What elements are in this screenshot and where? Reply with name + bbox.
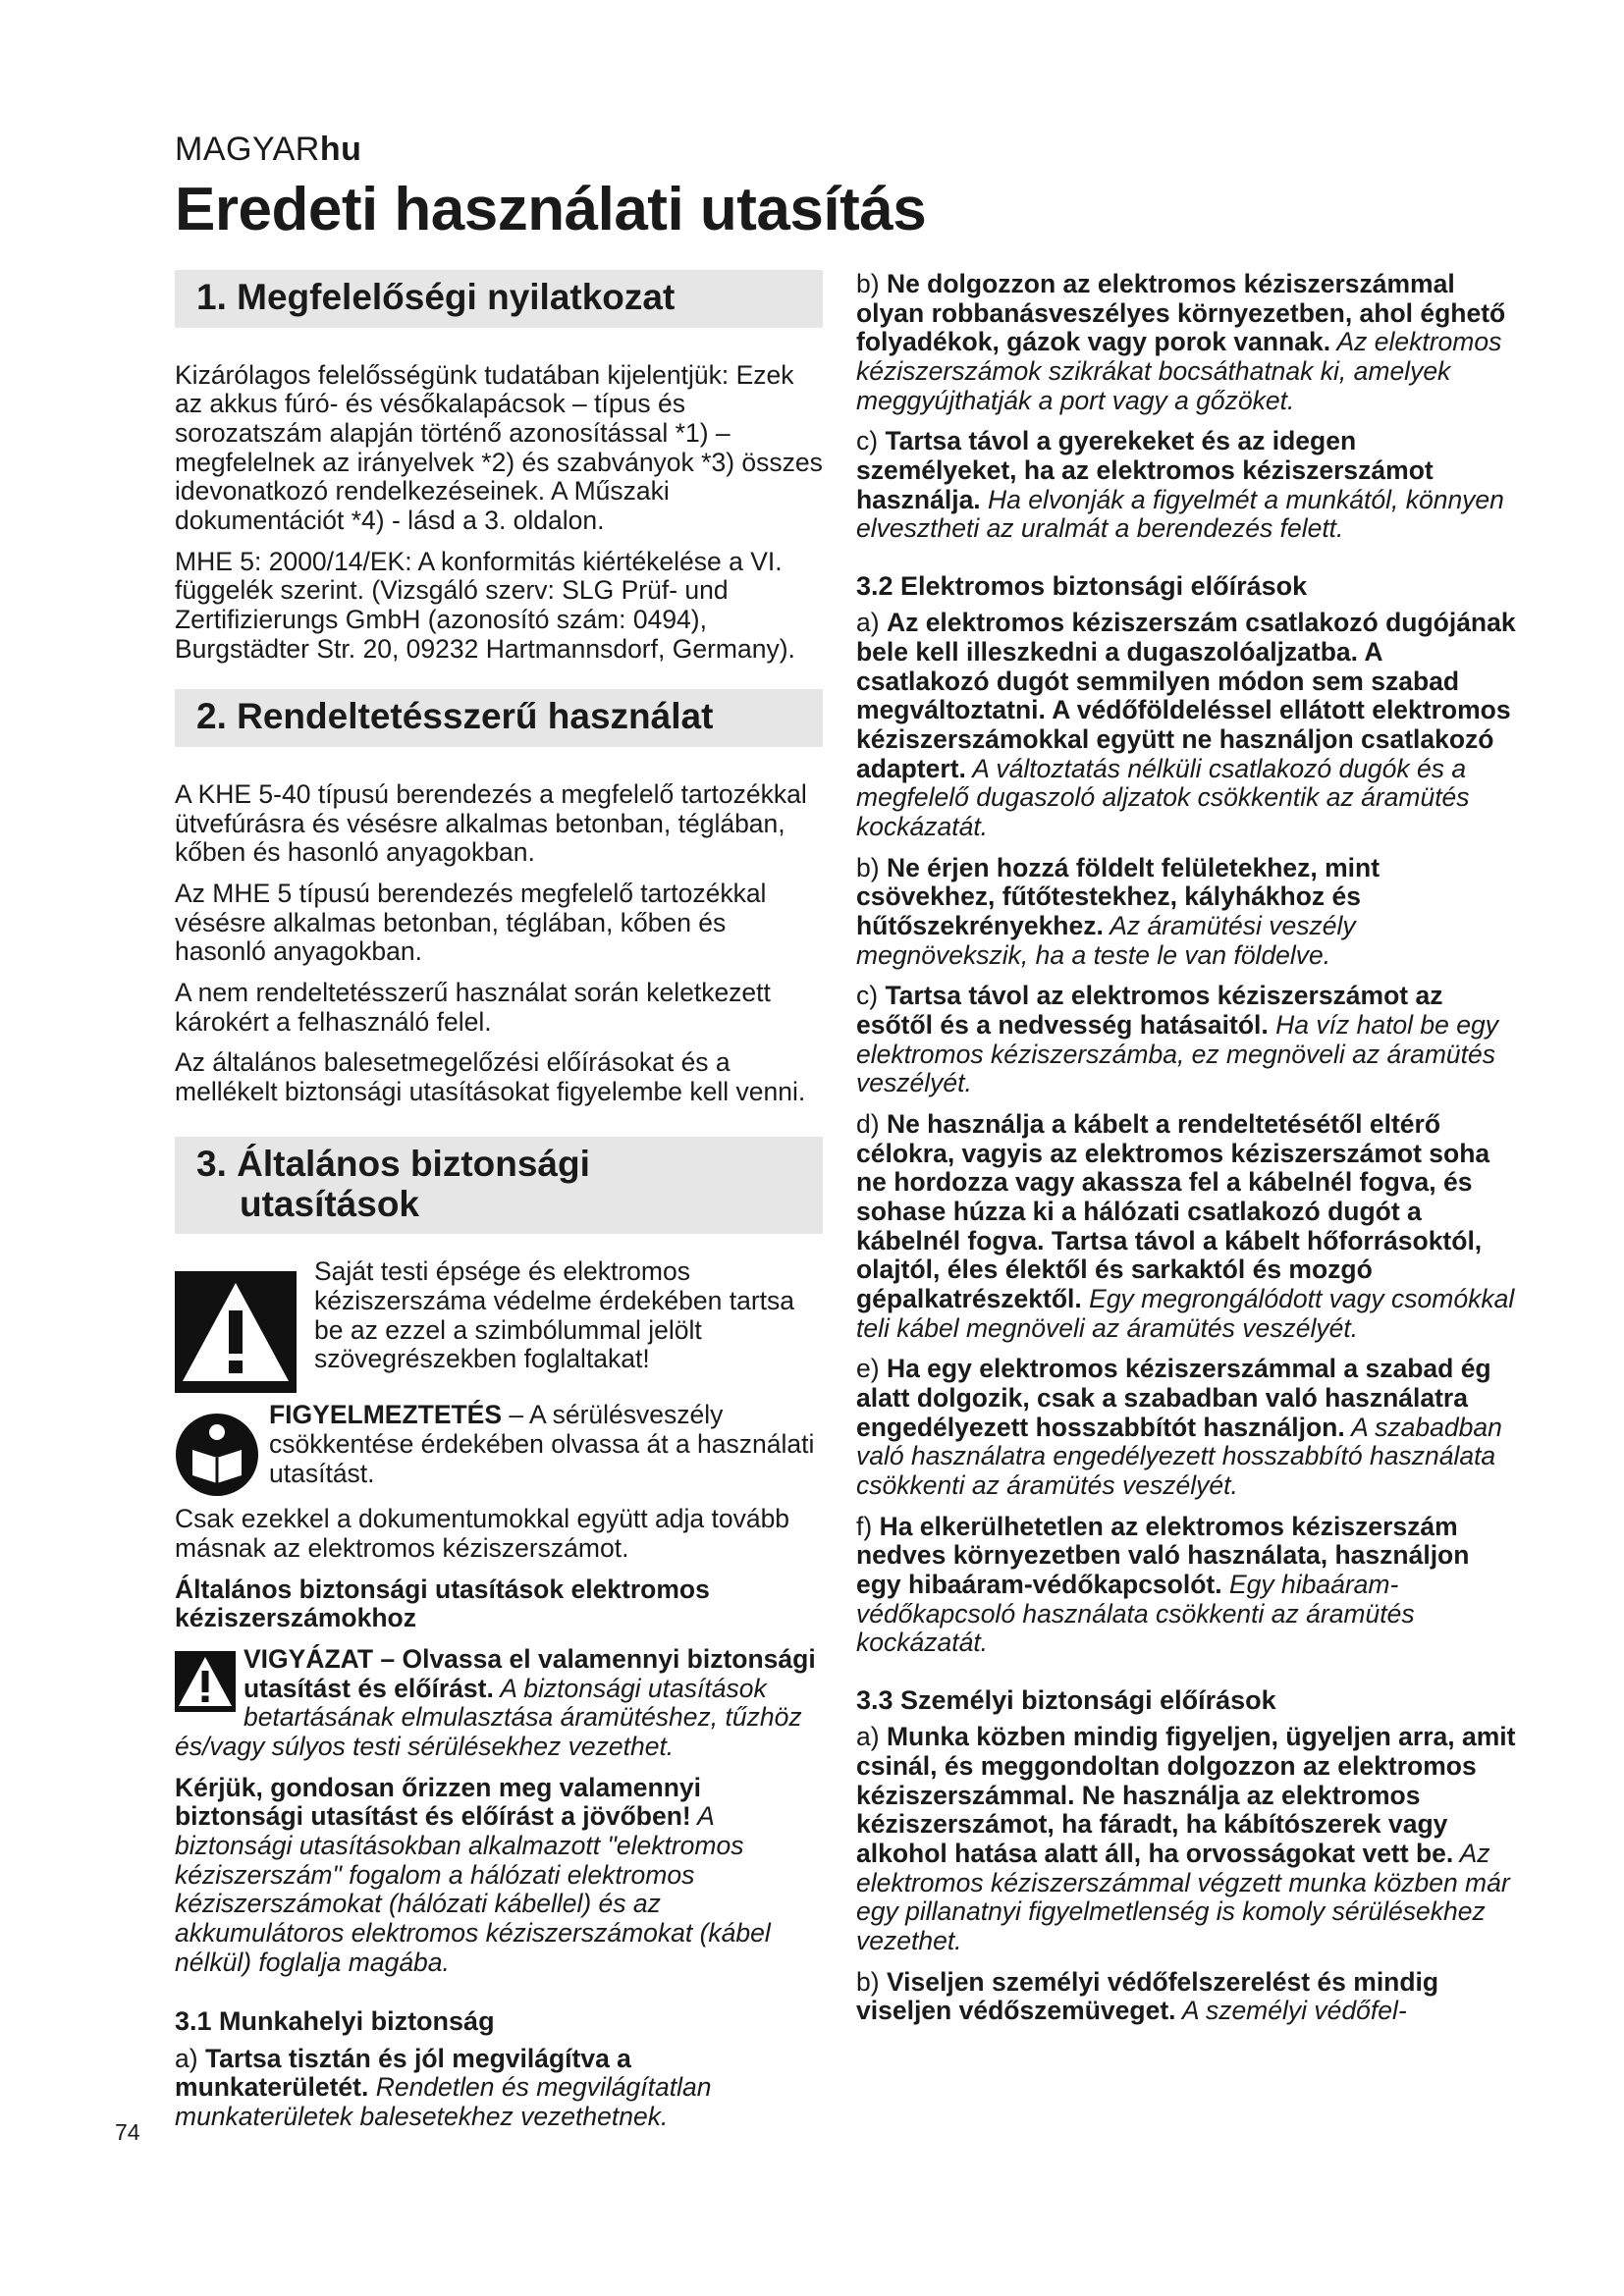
item-prefix: f) [856,1511,880,1541]
electrical-item-b [856,854,1519,971]
item-italic: A szabadban való használatra engedélyezett hosszabbító használata csökkenti az áramütés veszélyét. [856,1412,1502,1501]
use-paragraph-3: A nem rendeltetésszerű használat során keletkezett károkért a felhasználó felel. [175,978,771,1037]
read-manual-block [175,1401,823,1497]
item-italic: Egy hibaáram-védőkapcsoló használata csökkenti az áramütés kockázatát. [856,1570,1415,1658]
item-italic: Rendetlen és megvilágítatlan munkaterületek balesetekhez vezethetnek. [175,2072,712,2131]
item-prefix: b) [856,852,887,882]
item-italic: Ha víz hatol be egy elektromos kéziszerszámba, ez megnöveli az áramütés veszélyét. [856,1010,1498,1098]
document-title: Eredeti használati utasítás [175,176,927,243]
item-bold: Tartsa tisztán és jól megvilágítva a munkaterületét. [175,2043,631,2103]
item-prefix: b) [856,269,887,298]
item-bold: Az elektromos kéziszerszám csatlakozó dugójának bele kell illeszkedni a dugaszolóaljzatba. A csatlakozó dugót semmilyen módon sem szabad megváltoztatni. A védőföldeléssel ellátott elektromos kéziszerszámokkal együtt ne használjon csatlakozó adaptert. [856,608,1516,783]
item-italic: Az elektromos kéziszerszámok szikrákat bocsáthatnak ki, amelyek meggyújthatják a port vagy a gőzöket. [856,327,1502,415]
caution-triangle-icon [175,1651,236,1712]
section-3-1-heading: 3.1 Munkahelyi biztonság [175,2006,495,2037]
item-bold: Ne dolgozzon az elektromos kéziszerszámmal olyan robbanásveszélyes környezetben, ahol éghető folyadékok, gázok vagy porok vannak. [856,269,1506,357]
caution-block [175,1645,823,1762]
item-bold: Tartsa távol a gyerekeket és az idegen személyeket, ha az elektromos kéziszerszámot használja. [856,426,1434,514]
section-3-title-line1: 3. Általános biztonsági [196,1143,590,1184]
caution-bold: VIGYÁZAT – Olvassa el valamennyi biztonsági utasítást és előírást. [244,1643,816,1703]
item-bold: Tartsa távol az elektromos kéziszerszámot az esőtől és a nedvesség hatásaitól. [856,981,1443,1041]
keep-italic: A biztonsági utasításokban alkalmazott "elektromos kéziszerszám" fogalom a hálózati elektromos kéziszerszámokat (hálózati kábellel) és az akkumulátoros elektromos kéziszerszámokat (kábel nélkül) foglalja magába. [175,1801,771,1977]
keep-bold: Kérjük, gondosan őrizzen meg valamennyi biztonsági utasítást és előírást a jövőben! [175,1772,702,1832]
electrical-item-e [856,1355,1519,1500]
read-manual-icon [175,1413,259,1497]
caution-italic: A biztonsági utasítások betartásának elmulasztása áramütéshez, tűzhöz és/vagy súlyos testi sérülésekhez vezethet. [175,1673,802,1761]
mhe5-paragraph: MHE 5: 2000/14/EK: A konformitás kiértékelése a VI. függelék szerint. (Vizsgáló szerv: SLG Prüf- und Zertifizierungs GmbH (azonosító szám: 0494), Burgstädter Str. 20, 09232 Hartmannsdorf, Germany). [175,546,795,664]
language-code: hu [319,131,362,168]
item-prefix: c) [856,426,886,456]
item-bold: Ne használja a kábelt a rendeltetésétől eltérő célokra, vagyis az elektromos kéziszerszámot soha ne hordozza vagy akassza fel a kábelnél fogva, és sohase húzza ki a hálózati csatlakozó dugót a kábelnél fogva. Tartsa távol a kábelt hőforrásoktól, olajtól, éles élektől és sarkaktól és mozgó gépalkatrészektől. [856,1109,1490,1314]
warning-block [175,1257,823,1393]
item-bold: Munka közben mindig figyeljen, ügyeljen arra, amit csinál, és meggondoltan dolgozzon az elektromos kéziszerszámmal. Ne használja az elektromos kéziszerszámot, ha fáradt, ha kábítószerek vagy alkohol hatása alatt áll, ha orvosságokat vett be. [856,1722,1516,1869]
item-prefix: d) [856,1109,887,1140]
read-manual-rest: – A sérülésveszély csökkentése érdekében olvassa át a használati utasítást. [269,1400,815,1488]
workplace-item-a [175,2045,823,2132]
page-number: 74 [115,2119,140,2145]
item-bold: Viseljen személyi védőfelszerelést és mindig viseljen védőszemüveget. [856,1966,1439,2026]
section-3-2-heading: 3.2 Elektromos biztonsági előírások [856,571,1308,602]
conformity-paragraph: Kizárólagos felelősségünk tudatában kijelentjük: Ezek az akkus fúró- és vésőkalapácsok – típus és sorozatszám alapján történő azonosítással *1) – megfelelnek az irányelvek *2) és szabványok *3) összes idevonatkozó rendelkezéseinek. A Műszaki dokumentációt *4) - lásd a 3. oldalon. [175,359,823,536]
workplace-item-b [856,270,1519,415]
electrical-item-d [856,1110,1519,1343]
electrical-item-f [856,1513,1519,1658]
use-paragraph-2: Az MHE 5 típusú berendezés megfelelő tartozékkal vésésre alkalmas betonban, téglában, kőben és hasonló anyagokban. [175,879,767,967]
right-column [856,270,1519,2038]
pass-on-text: Csak ezekkel a dokumentumokkal együtt adja tovább másnak az elektromos kéziszerszámot. [175,1504,790,1563]
keep-instructions-text [175,1774,823,1978]
section-2-heading: 2. Rendeltetésszerű használat [175,689,823,747]
section-3-3-heading: 3.3 Személyi biztonsági előírások [856,1685,1276,1716]
left-column [175,270,823,2144]
electrical-item-a [856,609,1519,841]
warning-triangle-icon [175,1271,297,1393]
item-prefix: a) [856,608,887,638]
workplace-item-c [856,427,1519,544]
read-manual-text [269,1401,823,1488]
item-italic: A személyi védőfel- [1175,1996,1407,2026]
item-italic: Ha elvonják a figyelmét a munkától, könnyen elvesztheti az uralmát a berendezés felett. [856,484,1504,544]
electrical-item-c [856,982,1519,1098]
item-bold: Ha egy elektromos kéziszerszámmal a szabad ég alatt dolgozik, csak a szabadban való használatra engedélyezett hosszabbítót használjon. [856,1354,1491,1442]
item-bold: Ha elkerülhetetlen az elektromos kéziszerszám nedves környezetben való használata, használjon egy hibaáram-védőkapcsolót. [856,1511,1470,1600]
warning-text: Saját testi épsége és elektromos kéziszerszáma védelme érdekében tartsa be az ezzel a szimbólummal jelölt szövegrészekben foglaltakat! [314,1256,795,1374]
item-prefix: c) [856,981,886,1011]
language-name: MAGYAR [175,131,320,168]
item-italic: Egy megrongálódott vagy csomókkal teli kábel megnöveli az áramütés veszélyét. [856,1284,1515,1343]
item-prefix: a) [856,1722,887,1752]
section-3-heading [175,1137,823,1234]
use-paragraph-4: Az általános balesetmegelőzési előírásokat és a mellékelt biztonsági utasításokat figyelembe kell venni. [175,1047,806,1107]
caution-text [175,1645,823,1762]
item-prefix: e) [856,1354,887,1384]
general-safety-heading: Általános biztonsági utasítások elektromos kéziszerszámokhoz [175,1574,710,1633]
language-header [175,131,361,169]
item-prefix: b) [856,1966,887,1997]
warning-label: FIGYELMEZTETÉS [269,1400,503,1430]
section-3-title-line2: utasítások [240,1183,420,1224]
use-paragraph-1: A KHE 5-40 típusú berendezés a megfelelő tartozékkal ütvefúrásra és vésésre alkalmas betonban, téglában, kőben és hasonló anyagokban. [175,779,807,868]
item-italic: A változtatás nélküli csatlakozó dugók és a megfelelő dugaszoló aljzatok csökkentik az áramütés kockázatát. [856,753,1470,841]
item-italic: Az elektromos kéziszerszámmal végzett munka közben már egy pillanatnyi figyelmetlenség is komoly sérülésekhez vezethet. [856,1839,1510,1956]
section-1-heading: 1. Megfelelőségi nyilatkozat [175,270,823,328]
item-italic: Az áramütési veszély megnövekszik, ha a teste le van földelve. [856,911,1356,970]
personal-item-b [856,1968,1519,2026]
personal-item-a [856,1723,1519,1955]
item-prefix: a) [175,2043,205,2073]
item-bold: Ne érjen hozzá földelt felületekhez, mint csövekhez, fűtőtestekhez, kályhákhoz és hűtőszekrényekhez. [856,852,1380,940]
